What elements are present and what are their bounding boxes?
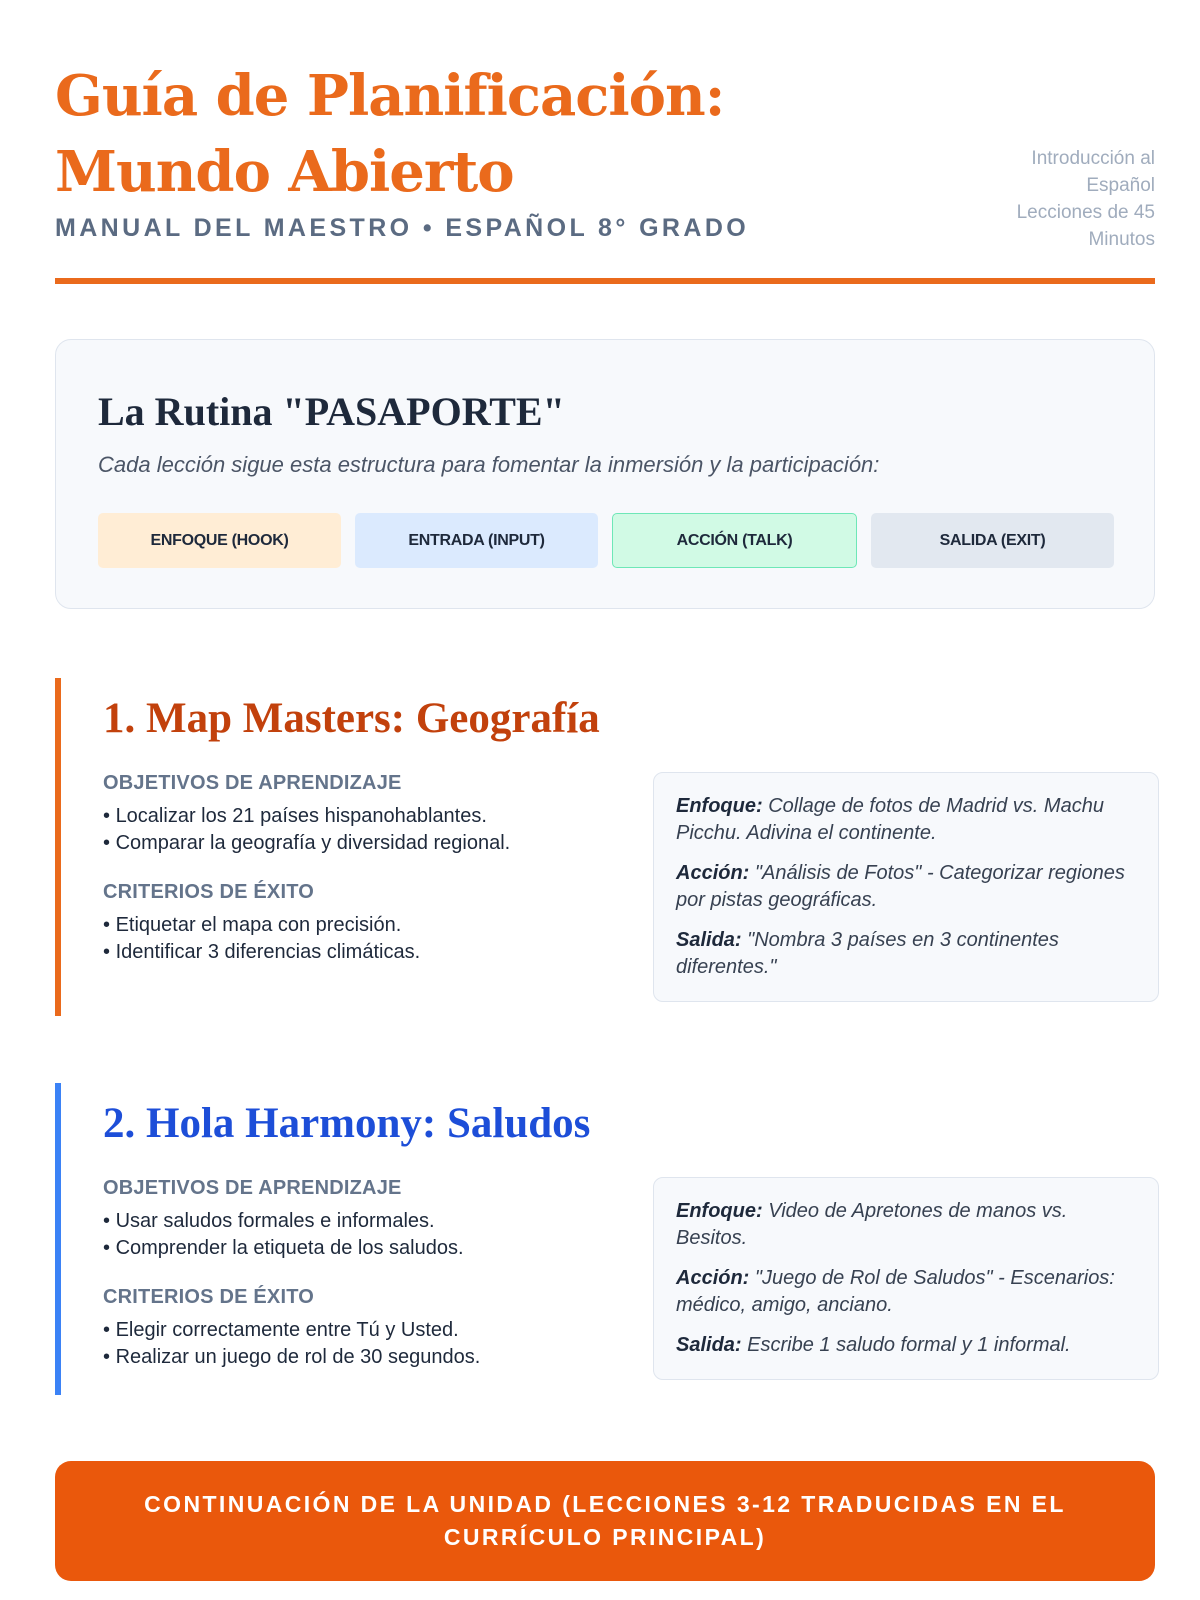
objective-item: • Comprender la etiqueta de los saludos.: [103, 1235, 633, 1262]
objective-item: • Comparar la geografía y diversidad regional.: [103, 830, 633, 857]
unit-continuation-banner: [55, 1461, 1155, 1581]
objectives-list: [103, 803, 633, 857]
objective-item: • Localizar los 21 países hispanohablantes.: [103, 803, 633, 830]
activity-enfoque-label: Enfoque:: [676, 1200, 763, 1222]
objectives-label: OBJETIVOS DE APRENDIZAJE: [103, 772, 402, 794]
activity-accion: [676, 860, 1136, 914]
criteria-label: CRITERIOS DE ÉXITO: [103, 1286, 315, 1308]
routine-steps: [98, 513, 1114, 568]
activity-accion-text: "Juego de Rol de Saludos" - Escenarios: médico, amigo, anciano.: [676, 1267, 1115, 1316]
lesson-goals: [103, 772, 633, 990]
routine-step-talk: ACCIÓN (TALK): [612, 513, 857, 568]
activity-accion-label: Acción:: [676, 1267, 750, 1289]
criteria-list: [103, 1317, 633, 1371]
activity-enfoque-text: Video de Apretones de manos vs. Besitos.: [676, 1200, 1068, 1249]
activity-enfoque-text: Collage de fotos de Madrid vs. Machu Picchu. Adivina el continente.: [676, 795, 1104, 844]
criteria-item: • Realizar un juego de rol de 30 segundos.: [103, 1344, 633, 1371]
lesson-section-2: [55, 1083, 1155, 1395]
activity-salida-text: Escribe 1 saludo formal y 1 informal.: [747, 1334, 1071, 1356]
routine-step-hook: ENFOQUE (HOOK): [98, 513, 341, 568]
activity-accion-text: "Análisis de Fotos" - Categorizar regiones por pistas geográficas.: [676, 862, 1125, 911]
criteria-label: CRITERIOS DE ÉXITO: [103, 881, 315, 903]
activity-enfoque-label: Enfoque:: [676, 795, 763, 817]
lesson-goals: [103, 1177, 633, 1395]
criteria-list: [103, 912, 633, 966]
course-meta-line-2: Lecciones de 45 Minutos: [1016, 202, 1155, 250]
lesson-plan-page: [55, 0, 1155, 1600]
routine-description: Cada lección sigue esta estructura para fomentar la inmersión y la participación:: [98, 452, 880, 477]
activity-salida-text: "Nombra 3 países en 3 continentes diferentes.": [676, 929, 1059, 978]
objectives-label: OBJETIVOS DE APRENDIZAJE: [103, 1177, 402, 1199]
routine-card: [55, 339, 1155, 609]
activity-salida-label: Salida:: [676, 929, 742, 951]
objectives-list: [103, 1208, 633, 1262]
activity-card: [653, 772, 1159, 1002]
criteria-item: • Elegir correctamente entre Tú y Usted.: [103, 1317, 633, 1344]
criteria-item: • Identificar 3 diferencias climáticas.: [103, 939, 633, 966]
lesson-title: 2. Hola Harmony: Saludos: [103, 1100, 591, 1147]
lesson-section-1: [55, 678, 1155, 1016]
banner-text: CONTINUACIÓN DE LA UNIDAD (LECCIONES 3-12 TRADUCIDAS EN EL CURRÍCULO PRINCIPAL): [144, 1491, 1066, 1550]
course-meta-line-1: Introducción al Español: [1031, 148, 1155, 196]
activity-salida-label: Salida:: [676, 1334, 742, 1356]
routine-step-exit: SALIDA (EXIT): [871, 513, 1114, 568]
routine-step-input: ENTRADA (INPUT): [355, 513, 598, 568]
criteria-item: • Etiquetar el mapa con precisión.: [103, 912, 633, 939]
objective-item: • Usar saludos formales e informales.: [103, 1208, 633, 1235]
activity-salida: [676, 927, 1136, 981]
lesson-title: 1. Map Masters: Geografía: [103, 695, 600, 742]
activity-accion: [676, 1265, 1136, 1319]
activity-enfoque: [676, 793, 1136, 847]
routine-title: La Rutina "PASAPORTE": [98, 389, 565, 434]
activity-card: [653, 1177, 1159, 1380]
page-subtitle: MANUAL DEL MAESTRO • ESPAÑOL 8° GRADO: [55, 214, 750, 242]
page-header: [55, 58, 1155, 284]
activity-enfoque: [676, 1198, 1136, 1252]
page-title: Guía de Planificación: Mundo Abierto: [55, 63, 725, 205]
activity-salida: [676, 1332, 1136, 1359]
activity-accion-label: Acción:: [676, 862, 750, 884]
course-meta: [965, 145, 1155, 253]
